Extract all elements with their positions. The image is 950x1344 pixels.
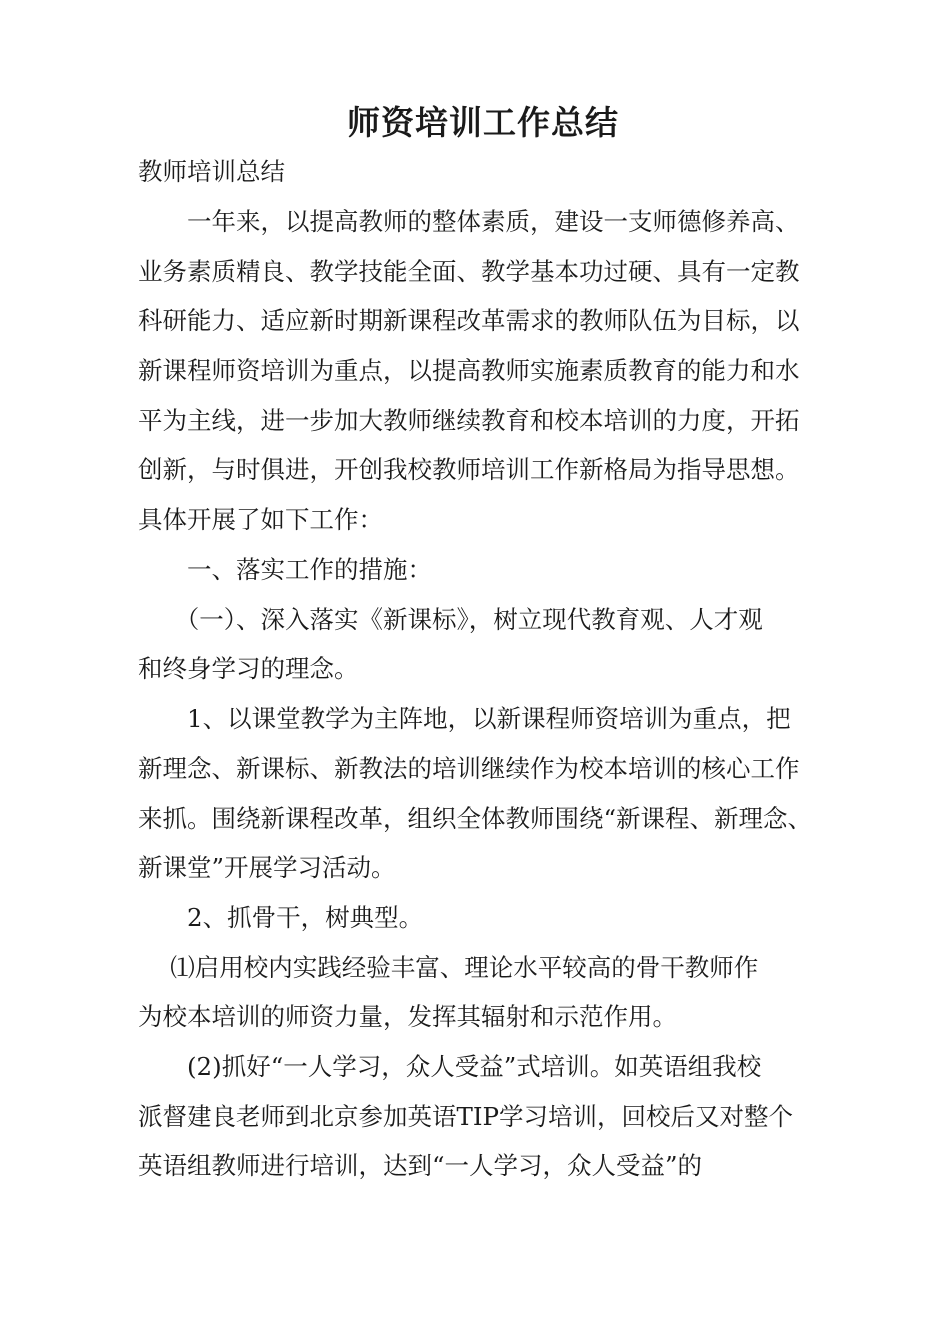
text-line: 创新，与时俱进，开创我校教师培训工作新格局为指导思想。 [138, 455, 800, 484]
text-line: 1、以课堂教学为主阵地，以新课程师资培训为重点，把 [138, 704, 791, 733]
text-line: 英语组教师进行培训，达到“一人学习，众人受益”的 [138, 1151, 703, 1180]
text-line: 来抓。围绕新课程改革，组织全体教师围绕“新课程、新理念、 [138, 804, 813, 833]
text-line: 为校本培训的师资力量，发挥其辐射和示范作用。 [138, 1002, 677, 1031]
text-line: 和终身学习的理念。 [138, 654, 359, 683]
text-line: 新课程师资培训为重点，以提高教师实施素质教育的能力和水 [138, 356, 800, 385]
text-line: 具体开展了如下工作： [138, 505, 383, 534]
text-line: 科研能力、适应新时期新课程改革需求的教师队伍为目标，以 [138, 306, 800, 335]
text-line: 教师培训总结 [138, 157, 285, 186]
text-line: 新课堂”开展学习活动。 [138, 853, 396, 882]
text-line: 一、落实工作的措施： [138, 555, 432, 584]
text-line: 平为主线，进一步加大教师继续教育和校本培训的力度，开拓 [138, 406, 800, 435]
text-line: 业务素质精良、教学技能全面、教学基本功过硬、具有一定教 [138, 257, 800, 286]
text-line: 2、抓骨干，树典型。 [138, 903, 424, 932]
text-line: （一）、深入落实《新课标》，树立现代教育观、人才观 [138, 605, 763, 634]
text-line: 新理念、新课标、新教法的培训继续作为校本培训的核心工作 [138, 754, 800, 783]
text-line: 一年来，以提高教师的整体素质，建设一支师德修养高、 [138, 207, 800, 236]
text-line: (2)抓好“一人学习，众人受益”式培训。如英语组我校 [138, 1052, 762, 1081]
text-line: ⑴启用校内实践经验丰富、理论水平较高的骨干教师作 [138, 953, 759, 982]
document-title: 师资培训工作总结 [347, 103, 619, 142]
text-line: 派督建良老师到北京参加英语TIP学习培训，回校后又对整个 [138, 1102, 794, 1131]
